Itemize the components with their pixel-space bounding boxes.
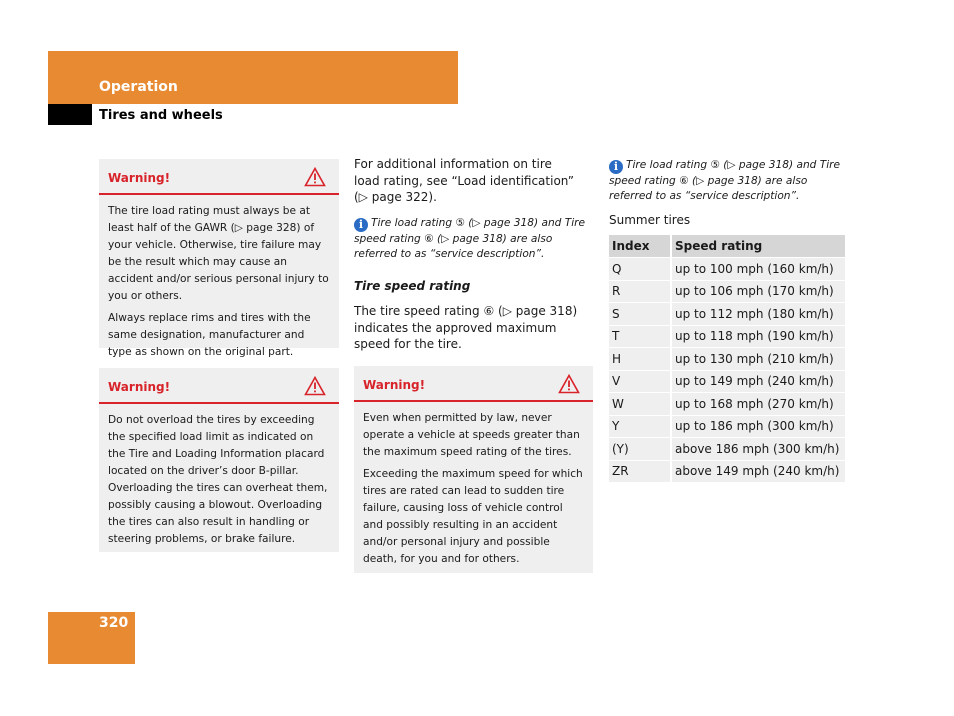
warning-box-overload — [99, 368, 339, 552]
warning-triangle-icon — [304, 376, 326, 396]
table-row — [609, 370, 846, 393]
speed-rating-text — [354, 303, 589, 353]
info-icon: i — [609, 160, 623, 174]
warning-body — [99, 404, 339, 561]
page-number: 320 — [99, 615, 129, 631]
table-row — [609, 325, 846, 348]
column-header-index: Index — [609, 235, 671, 258]
index-cell: Y — [609, 415, 671, 438]
section-title: Operation — [99, 79, 178, 95]
tire-speed-rating-heading: Tire speed rating — [354, 279, 471, 293]
index-cell: Q — [609, 258, 671, 281]
table-row — [609, 438, 846, 461]
warning-triangle-icon — [558, 374, 580, 394]
info-icon: i — [354, 218, 368, 232]
load-info-paragraph: For additional information on tire load rating, see “Load identification” (▷ page 322). — [354, 157, 574, 204]
subsection-title: Tires and wheels — [99, 108, 223, 123]
warning-header — [354, 366, 593, 402]
speed-cell: up to 100 mph (160 km/h) — [671, 258, 846, 281]
table-row — [609, 393, 846, 416]
table-header-row — [609, 235, 846, 258]
speed-cell: up to 168 mph (270 km/h) — [671, 393, 846, 416]
speed-cell: up to 106 mph (170 km/h) — [671, 280, 846, 303]
warning-paragraph: Even when permitted by law, never operate a vehicle at speeds greater than the maximum speed rating of the tires. — [363, 412, 580, 458]
index-cell: S — [609, 303, 671, 326]
header-bar — [48, 51, 458, 104]
index-cell: W — [609, 393, 671, 416]
warning-body — [354, 402, 593, 581]
warning-label: Warning! — [108, 171, 171, 185]
index-cell: T — [609, 325, 671, 348]
warning-label: Warning! — [108, 380, 171, 394]
info-note-text: Tire load rating ⑤ (▷ page 318) and Tire speed rating ⑥ (▷ page 318) are also referred to as “service description”. — [354, 217, 586, 260]
table-row — [609, 258, 846, 281]
warning-header — [99, 368, 339, 404]
header-tab-marker — [48, 104, 92, 125]
table-row — [609, 460, 846, 483]
speed-cell: up to 112 mph (180 km/h) — [671, 303, 846, 326]
speed-cell: above 149 mph (240 km/h) — [671, 460, 846, 483]
table-row — [609, 280, 846, 303]
index-cell: (Y) — [609, 438, 671, 461]
warning-triangle-icon — [304, 167, 326, 187]
info-note-right — [609, 158, 849, 204]
warning-body — [99, 195, 339, 374]
index-cell: ZR — [609, 460, 671, 483]
speed-rating-paragraph: The tire speed rating ⑥ (▷ page 318) indicates the approved maximum speed for the tire. — [354, 304, 578, 351]
speed-cell: up to 186 mph (300 km/h) — [671, 415, 846, 438]
table-row — [609, 348, 846, 371]
index-cell: H — [609, 348, 671, 371]
column-header-speed-rating: Speed rating — [671, 235, 846, 258]
speed-cell: up to 118 mph (190 km/h) — [671, 325, 846, 348]
speed-cell: above 186 mph (300 km/h) — [671, 438, 846, 461]
warning-box-load-rating — [99, 159, 339, 358]
info-note-middle — [354, 216, 594, 262]
index-cell: V — [609, 370, 671, 393]
table-row — [609, 303, 846, 326]
warning-label: Warning! — [363, 378, 426, 392]
speed-cell: up to 149 mph (240 km/h) — [671, 370, 846, 393]
warning-paragraph: Always replace rims and tires with the same designation, manufacturer and type as shown on the original part. — [108, 312, 311, 358]
warning-paragraph: Exceeding the maximum speed for which tires are rated can lead to sudden tire failure, causing loss of vehicle control and possibly resulting in an accident and/or personal injury and possible death, for you and for others. — [363, 468, 583, 565]
summer-tires-caption: Summer tires — [609, 213, 691, 227]
warning-header — [99, 159, 339, 195]
index-cell: R — [609, 280, 671, 303]
warning-box-max-speed — [354, 366, 593, 573]
speed-rating-table — [609, 235, 847, 483]
speed-cell: up to 130 mph (210 km/h) — [671, 348, 846, 371]
warning-paragraph: Do not overload the tires by exceeding the specified load limit as indicated on the Tire and Loading Information placard located on the driver’s door B-pillar. Overloading the tires can overheat them, possibly causing a blowout. Overloading the tires can also result in handling or steering problems, or brake failure. — [108, 414, 328, 545]
info-note-text: Tire load rating ⑤ (▷ page 318) and Tire speed rating ⑥ (▷ page 318) are also referred to as “service description”. — [609, 159, 841, 202]
load-info-text — [354, 156, 580, 206]
table-row — [609, 415, 846, 438]
warning-paragraph: The tire load rating must always be at least half of the GAWR (▷ page 328) of your vehicle. Otherwise, tire failure may be the result which may cause an accident and/or serious personal injury to you or others. — [108, 205, 329, 302]
